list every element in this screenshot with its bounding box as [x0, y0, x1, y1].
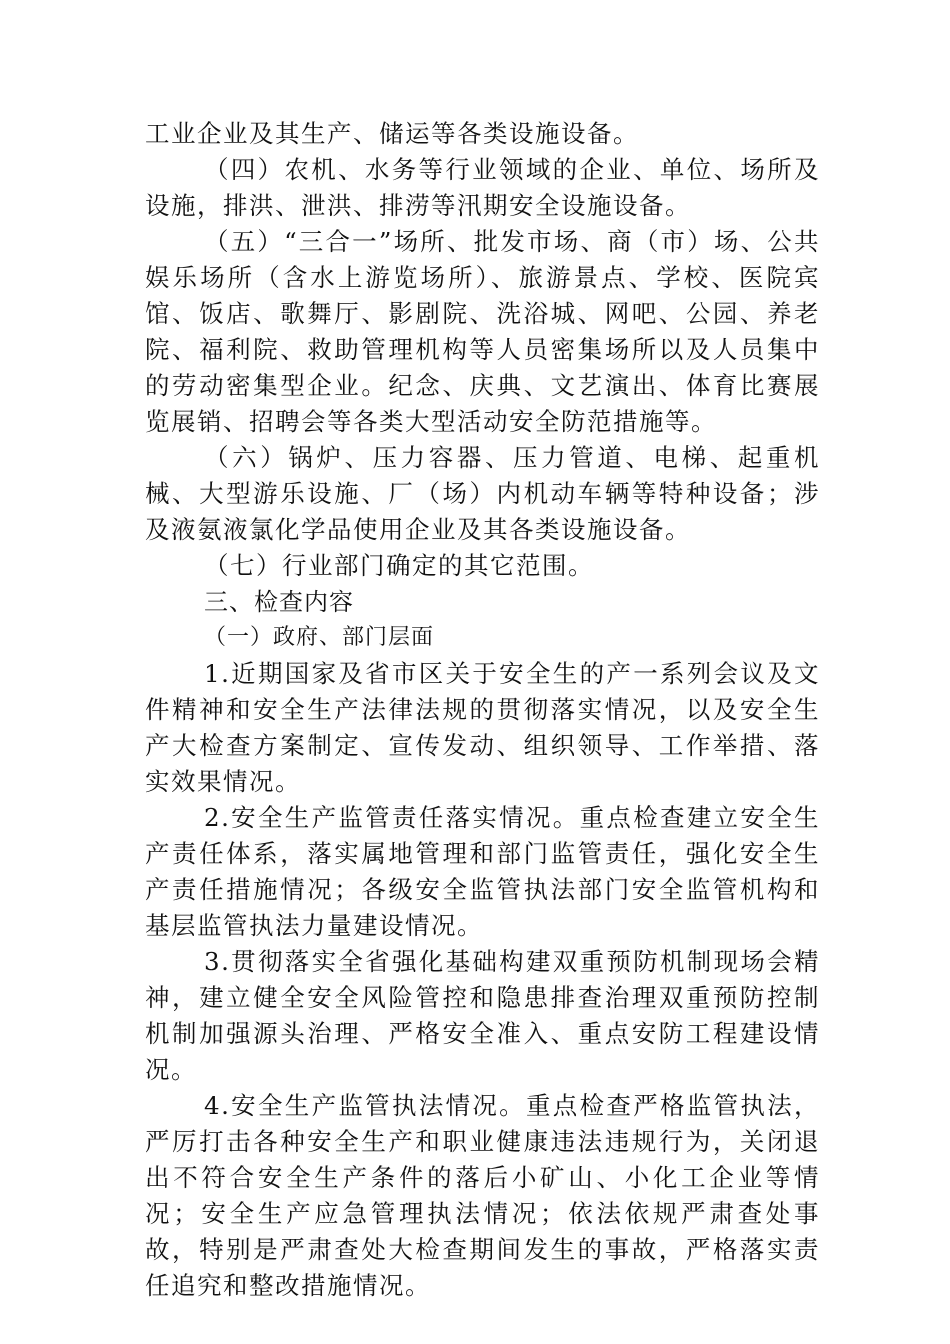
- paragraph-point-4: 4.安全生产监管执法情况。重点检查严格监管执法，严厉打击各种安全生产和职业健康违法违规行为，关闭退出不符合安全生产条件的落后小矿山、小化工企业等情况；安全生产应急管理执法情况；依法依规严肃查处事故，特别是严肃查处大检查期间发生的事故，严格落实责任追究和整改措施情况。: [145, 1091, 820, 1300]
- paragraph-point-2: 2.安全生产监管责任落实情况。重点检查建立安全生产责任体系，落实属地管理和部门监管责任，强化安全生产责任措施情况；各级安全监管执法部门安全监管机构和基层监管执法力量建设情况。: [145, 803, 820, 940]
- paragraph-point-1: 1.近期国家及省市区关于安全生的产一系列会议及文件精神和安全生产法律法规的贯彻落实情况，以及安全生产大检查方案制定、宣传发动、组织领导、工作举措、落实效果情况。: [145, 659, 820, 796]
- document-body: [145, 116, 820, 1304]
- paragraph-item-7: （七）行业部门确定的其它范围。: [204, 551, 594, 580]
- paragraph-item-4: （四）农机、水务等行业领域的企业、单位、场所及设施，排洪、泄洪、排涝等汛期安全设施设备。: [145, 155, 820, 220]
- paragraph-point-3: 3.贯彻落实全省强化基础构建双重预防机制现场会精神，建立健全安全风险管控和隐患排查治理双重预防控制机制加强源头治理、严格安全准入、重点安防工程建设情况。: [145, 947, 820, 1084]
- paragraph-item-6: （六）锅炉、压力容器、压力管道、电梯、起重机械、大型游乐设施、厂（场）内机动车辆等特种设备；涉及液氨液氯化学品使用企业及其各类设施设备。: [145, 443, 820, 544]
- subsection-heading: （一）政府、部门层面: [204, 625, 435, 650]
- paragraph-item-5: （五）“三合一”场所、批发市场、商（市）场、公共娱乐场所（含水上游览场所）、旅游景点、学校、医院宾馆、饭店、歌舞厅、影剧院、洗浴城、网吧、公园、养老院、福利院、救助管理机构等人员密集场所以及人员集中的劳动密集型企业。纪念、庆典、文艺演出、体育比赛展览展销、招聘会等各类大型活动安全防范措施等。: [145, 227, 820, 436]
- section-heading: 三、检查内容: [204, 588, 354, 616]
- paragraph-continuation: 工业企业及其生产、储运等各类设施设备。: [145, 119, 639, 148]
